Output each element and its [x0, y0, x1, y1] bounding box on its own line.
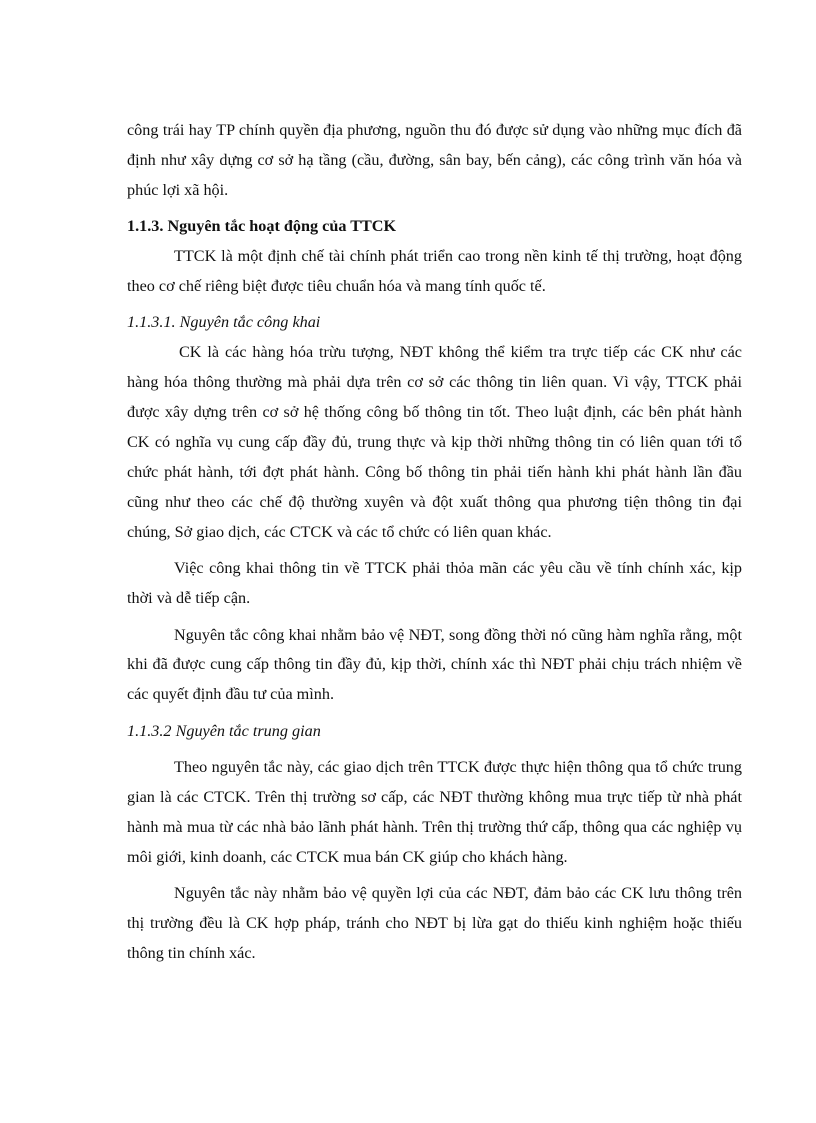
- paragraph: CK là các hàng hóa trừu tượng, NĐT không thể kiểm tra trực tiếp các CK như các hàng hóa thông thường mà phải dựa trên cơ sở các thông tin liên quan. Vì vậy, TTCK phải được xây dựng trên cơ sở hệ thống công bố thông tin tốt. Theo luật định, các bên phát hành CK có nghĩa vụ cung cấp đầy đủ, trung thực và kịp thời những thông tin có liên quan tới tổ chức phát hành, tới đợt phát hành. Công bố thông tin phải tiến hành khi phát hành lần đầu cũng như theo các chế độ thường xuyên và đột xuất thông qua phương tiện thông tin đại chúng, Sở giao dịch, các CTCK và các tổ chức có liên quan khác.: [127, 343, 742, 541]
- subsection-heading-public-disclosure: 1.1.3.1. Nguyên tắc công khai: [127, 313, 321, 332]
- paragraph: Nguyên tắc công khai nhằm bảo vệ NĐT, song đồng thời nó cũng hàm nghĩa rằng, một khi đã được cung cấp thông tin đầy đủ, kịp thời, chính xác thì NĐT phải chịu trách nhiệm về các quyết định đầu tư của mình.: [127, 625, 742, 704]
- section-intro-paragraph: TTCK là một định chế tài chính phát triển cao trong nền kinh tế thị trường, hoạt động theo cơ chế riêng biệt được tiêu chuẩn hóa và mang tính quốc tế.: [127, 247, 742, 296]
- subsection-heading-intermediary: 1.1.3.2 Nguyên tắc trung gian: [127, 721, 321, 740]
- intro-paragraph: công trái hay TP chính quyền địa phương, nguồn thu đó được sử dụng vào những mục đích đã định như xây dựng cơ sở hạ tầng (cầu, đường, sân bay, bến cảng), các công trình văn hóa và phúc lợi xã hội.: [127, 121, 742, 199]
- paragraph: Theo nguyên tắc này, các giao dịch trên TTCK được thực hiện thông qua tổ chức trung gian là các CTCK. Trên thị trường sơ cấp, các NĐT thường không mua trực tiếp từ nhà phát hành mà mua từ các nhà bảo lãnh phát hành. Trên thị trường thứ cấp, thông qua các nghiệp vụ môi giới, kinh doanh, các CTCK mua bán CK giúp cho khách hàng.: [127, 758, 742, 866]
- paragraph: Nguyên tắc này nhằm bảo vệ quyền lợi của các NĐT, đảm bảo các CK lưu thông trên thị trường đều là CK hợp pháp, tránh cho NĐT bị lừa gạt do thiếu kinh nghiệm hoặc thiếu thông tin chính xác.: [127, 884, 742, 963]
- section-heading: 1.1.3. Nguyên tắc hoạt động của TTCK: [127, 217, 397, 236]
- document-page: [127, 116, 742, 969]
- paragraph: Việc công khai thông tin về TTCK phải thỏa mãn các yêu cầu về tính chính xác, kịp thời và dễ tiếp cận.: [127, 559, 742, 608]
